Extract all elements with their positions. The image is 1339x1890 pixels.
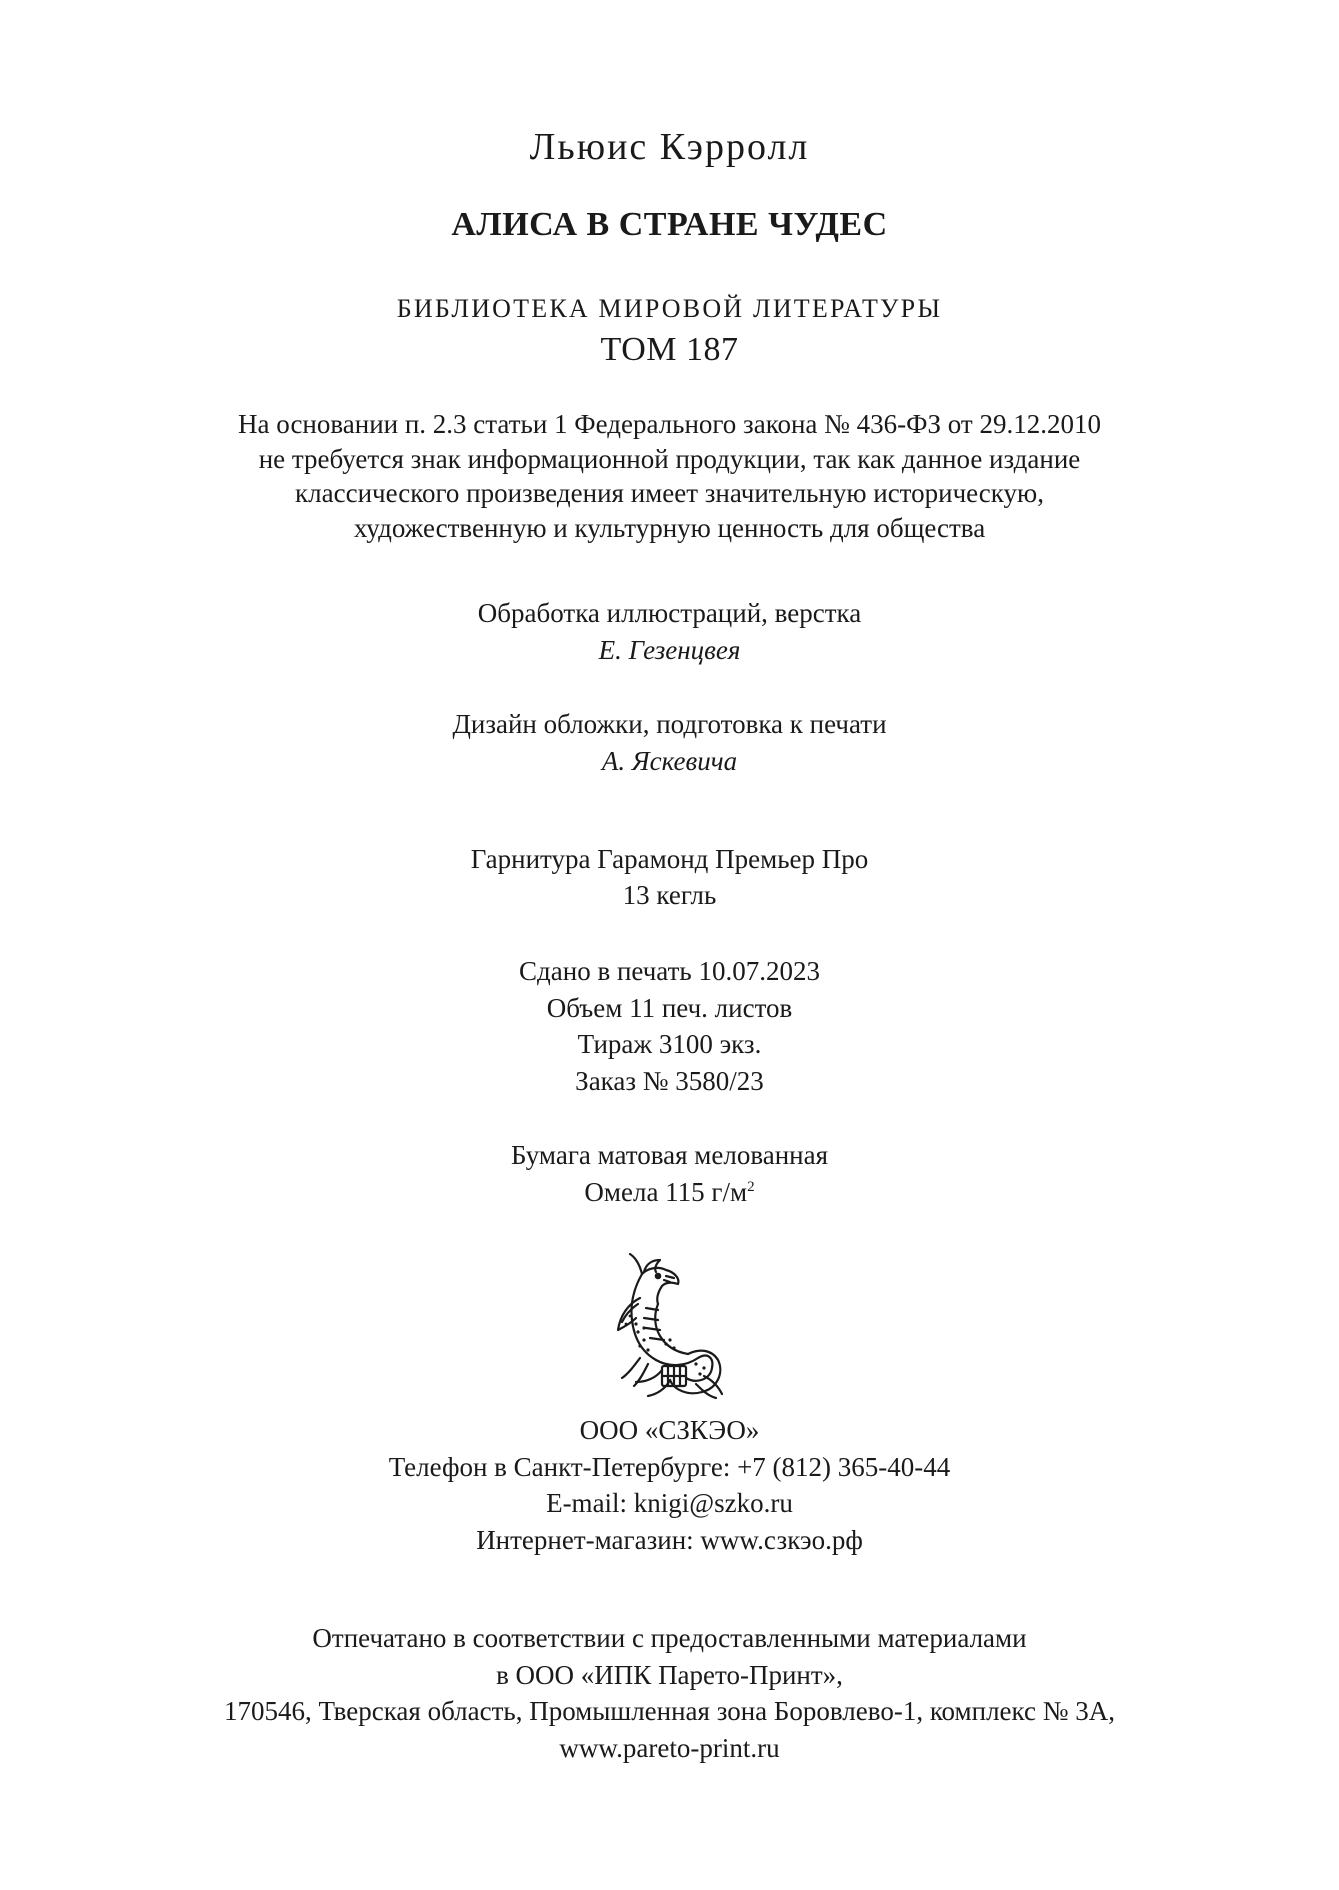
layout-credit: [0, 595, 1339, 669]
font-size-line: 13 кегль: [622, 880, 717, 910]
notice-line: художественную и культурную ценность для общества: [353, 512, 986, 543]
design-name: А. Яскевича: [601, 746, 738, 776]
paper-grade: [0, 1174, 1339, 1211]
volume-number: [0, 328, 1339, 372]
printer-line: www.pareto-print.ru: [559, 1732, 780, 1763]
printer-line: 170546, Тверская область, Промышленная зона Боровлево-1, комплекс № 3А,: [224, 1696, 1115, 1726]
book-title-line: АЛИСА В СТРАНЕ ЧУДЕС: [451, 206, 888, 243]
volume-line: ТОМ 187: [600, 331, 739, 368]
typeface-line: Гарнитура Гарамонд Премьер Про: [470, 844, 869, 874]
author-line: Льюис Кэрролл: [529, 126, 810, 168]
print-volume: Объем 11 печ. листов: [546, 992, 793, 1023]
paper-grade-superscript: 2: [747, 1178, 755, 1195]
series-name: [0, 292, 1339, 326]
paper-details: [0, 1137, 1339, 1210]
legal-notice: [0, 407, 1339, 545]
layout-role: Обработка иллюстраций, верстка: [477, 598, 862, 628]
order-number: Заказ № 3580/23: [575, 1065, 764, 1096]
series-line: БИБЛИОТЕКА МИРОВОЙ ЛИТЕРАТУРЫ: [396, 294, 943, 323]
design-credit: [0, 706, 1339, 780]
publisher-phone: Телефон в Санкт-Петербурге: +7 (812) 365-40-44: [388, 1451, 951, 1482]
publisher-name: ООО «СЗКЭО»: [579, 1415, 760, 1445]
publisher-shop: Интернет-магазин: www.сзкэо.рф: [476, 1524, 863, 1555]
publisher-info: [0, 1412, 1339, 1558]
notice-line: не требуется знак информационной продукции, так как данное издание: [258, 443, 1081, 474]
paper-grade-text: Омела 115 г/м: [584, 1176, 748, 1207]
publisher-email: E-mail: knigi@szko.ru: [546, 1488, 793, 1518]
design-role: Дизайн обложки, подготовка к печати: [452, 709, 887, 739]
book-title: [0, 203, 1339, 247]
printer-line: Отпечатано в соответствии с предоставленными материалами: [312, 1623, 1027, 1653]
submitted-date: Сдано в печать 10.07.2023: [519, 956, 820, 986]
printer-line: в ООО «ИПК Парето-Принт»,: [496, 1659, 843, 1690]
typeface-info: [0, 841, 1339, 913]
paper-type: Бумага матовая мелованная: [510, 1140, 829, 1170]
notice-line: На основании п. 2.3 статьи 1 Федерального закона № 436-ФЗ от 29.12.2010: [238, 409, 1101, 439]
layout-name: Е. Гезенцвея: [598, 635, 741, 665]
print-details: [0, 953, 1339, 1099]
dragon-emblem-icon: [600, 1248, 745, 1408]
circulation: Тираж 3100 экз.: [577, 1029, 762, 1059]
printer-info: [0, 1620, 1339, 1766]
notice-line: классического произведения имеет значительную историческую,: [295, 478, 1044, 508]
author-name: [0, 122, 1339, 172]
